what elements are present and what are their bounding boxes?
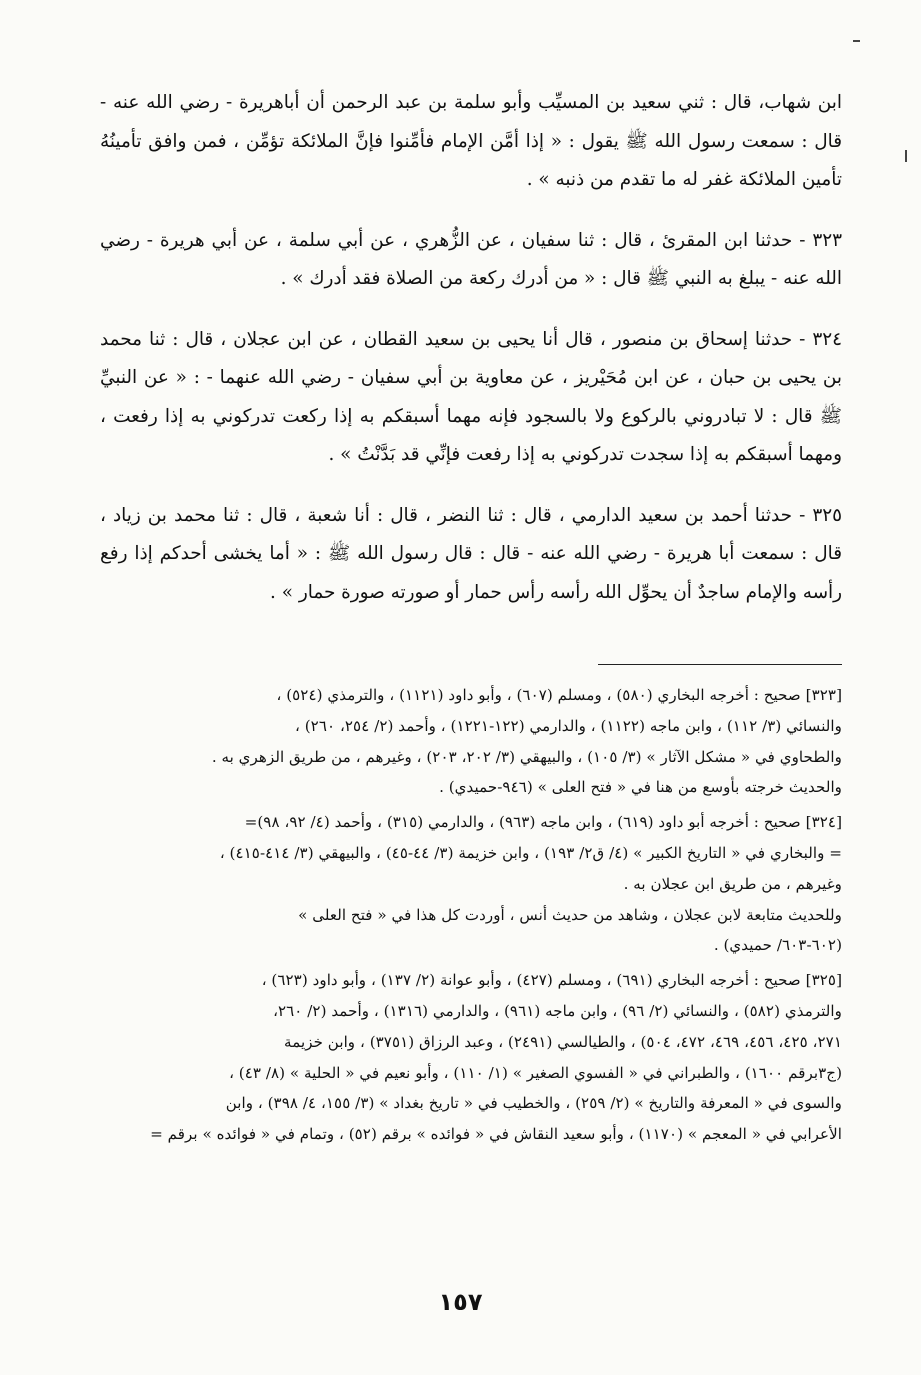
footnote-line: (٦٠٢-٦٠٣/ حميدي) . [713, 936, 842, 955]
scan-mark-side [905, 150, 907, 162]
footnote-line: [٣٢٤] صحيح : أخرجه أبو داود (٦١٩) ، وابن ماجه (٩٦٣) ، والدارمي (٣١٥) ، وأحمد (٤/ ٩٢، ٩٨)= [244, 813, 842, 832]
text-line: عنهما - : « عن النبيِّ ﷺ قال : لا تبادروني بالركوع ولا بالسجود فإنه مهما أسبقكم به إذا ركعت [100, 367, 842, 427]
text-line: هريرة - رضي الله عنه - يبلغ به النبي ﷺ قال : « من أدرك ركعة من الصلاة فقد أدرك » . [100, 229, 842, 289]
footnote-line: والترمذي (٥٨٢) ، والنسائي (٢/ ٩٦) ، وابن ماجه (٩٦١) ، والدارمي (١٣١٦) ، وأحمد (٢/ ٢٦٠، [273, 1001, 842, 1020]
footnote-line: وغيرهم ، من طريق ابن عجلان به . [623, 874, 842, 893]
text-line: يخشى أحدكم إذا رفع رأسه والإمام ساجدٌ أن يحوِّل الله رأسه رأس حمار أو صورته صورة حمار » . [100, 543, 842, 603]
footnote-324 [100, 807, 842, 961]
footnote-line: والحديث خرجته بأوسع من هنا في « فتح العلى » (٩٤٦-حميدي) . [439, 778, 842, 797]
footnote-323 [100, 680, 842, 803]
footnote-line: الأعرابي في « المعجم » (١١٧٠) ، وأبو سعيد النقاش في « فوائده » برقم (٥٢) ، وتمام في « فوائده » برقم = [150, 1125, 842, 1144]
hadith-325 [100, 497, 842, 613]
text-line: ابن شهاب، قال : ثني سعيد بن المسيِّب وأبو سلمة بن عبد الرحمن أن أباهريرة - رضي الله [146, 92, 842, 113]
text-line: ٣٢٤ - حدثنا إسحاق بن منصور ، قال أنا يحيى بن سعيد القطان ، عن ابن عجلان ، [220, 328, 842, 350]
footnote-line: وللحديث متابعة لابن عجلان ، وشاهد من حديث أنس ، أوردت كل هذا في « فتح العلى » [298, 905, 842, 924]
text-line: محمد بن زياد ، قال : سمعت أبا هريرة - رضي الله عنه - قال : قال رسول الله ﷺ : « أما [100, 504, 842, 564]
page-number: ١٥٧ [438, 1288, 483, 1316]
text-line: قال : ثنا محمد بن يحيى بن حبان ، عن ابن مُحَيْريز ، عن معاوية بن أبي سفيان - رضي الله [100, 328, 842, 388]
footnote-divider [598, 664, 842, 665]
text-line: تدركوني به إذا رفعت ، ومهما أسبقكم به إذا سجدت تدركوني به إذا رفعت فإنِّي قد بَدَّنْتُ » . [100, 405, 842, 465]
footnote-line: والسوى في « المعرفة والتاريخ » (٢/ ٢٥٩) ، والخطيب في « تاريخ بغداد » (٣/ ١٥٥، ٤/ ٣٩٨) ، وابن [225, 1094, 842, 1113]
footnote-line: (ج٣برقم ١٦٠٠) ، والطبراني في « الفسوي الصغير » (١/ ١١٠) ، وأبو نعيم في « الحلية » (٨/ ٤٣) ، [229, 1063, 842, 1082]
scan-mark-top [853, 40, 860, 42]
text-line: عنه - قال : سمعت رسول الله ﷺ يقول : « إذا أمَّن الإمام فأمِّنوا فإنَّ الملائكة تؤمِّن ، فمن وافق [100, 92, 842, 152]
footnotes [100, 680, 842, 1154]
main-text [100, 84, 842, 634]
footnote-line: والنسائي (٣/ ١١٢) ، وابن ماجه (١١٢٢) ، والدارمي (١٢٢-١٢٢١) ، وأحمد (٢/ ٢٥٤، ٢٦٠) ، [295, 716, 842, 735]
footnote-line: = والبخاري في « التاريخ الكبير » (٤/ ق٢/ ١٩٣) ، وابن خزيمة (٣/ ٤٤-٤٥) ، والبيهقي (٣/ ٤١٤-٤١٥) ، [219, 843, 842, 862]
paragraph-intro [100, 84, 842, 200]
text-line: ٣٢٥ - حدثنا أحمد بن سعيد الدارمي ، قال : ثنا النضر ، قال : أنا شعبة ، قال : ثنا [223, 504, 842, 526]
footnote-line: [٣٢٥] صحيح : أخرجه البخاري (٦٩١) ، ومسلم (٤٢٧) ، وأبو عوانة (٢/ ١٣٧) ، وأبو داود (٦٢٣) ، [261, 971, 842, 990]
footnote-line: [٣٢٣] صحيح : أخرجه البخاري (٥٨٠) ، ومسلم (٦٠٧) ، وأبو داود (١١٢١) ، والترمذي (٥٢٤) ، [276, 686, 842, 704]
hadith-323 [100, 222, 842, 299]
footnote-line: والطحاوي في « مشكل الآثار » (٣/ ١٠٥) ، والبيهقي (٣/ ٢٠٢، ٢٠٣) ، وغيرهم ، من طريق الزهري به . [211, 747, 842, 766]
footnote-line: ٢٧١، ٤٢٥، ٤٥٦، ٤٦٩، ٤٧٢، ٥٠٤) ، والطيالسي (٢٤٩١) ، وعبد الرزاق (٣٧٥١) ، وابن خزيمة [284, 1032, 842, 1051]
hadith-324 [100, 321, 842, 475]
text-line: ٣٢٣ - حدثنا ابن المقرئ ، قال : ثنا سفيان ، عن الزُّهري ، عن أبي سلمة ، عن أبي [211, 229, 842, 251]
text-line: تأمينُهُ تأمين الملائكة غفر له ما تقدم من ذنبه » . [100, 130, 842, 190]
footnote-325 [100, 965, 842, 1150]
